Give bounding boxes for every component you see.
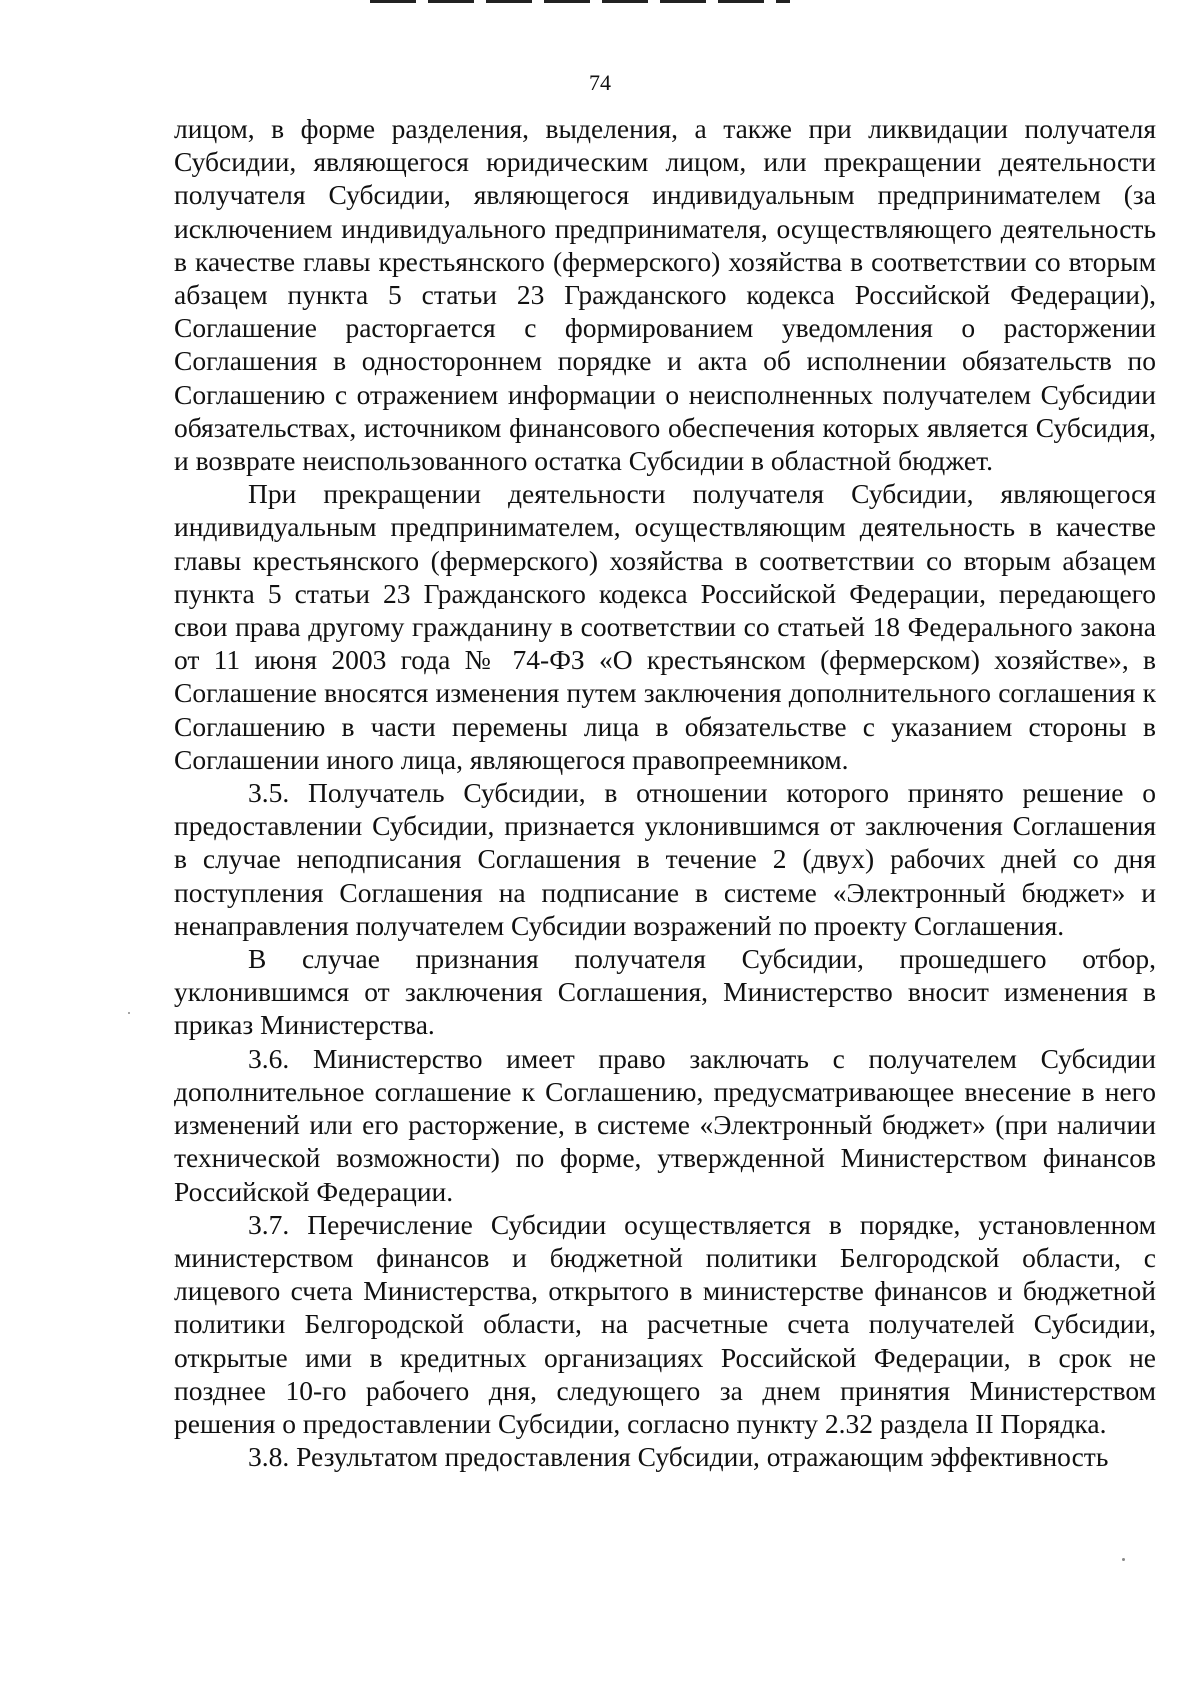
document-body	[174, 112, 1156, 1473]
scan-dot	[128, 1012, 130, 1014]
top-edge-rule	[370, 0, 790, 3]
paragraph-3-6: 3.6. Министерство имеет право заключать с получателем Субсидии дополнительное соглашение к Соглашению, предусматривающее внесение в него изменений или его расторжение, в системе «Электронный бюджет» (при наличии технической возможности) по форме, утвержденной Министерством финансов Российской Федерации.	[174, 1042, 1156, 1207]
paragraph-3-5: 3.5. Получатель Субсидии, в отношении которого принято решение о предоставлении Субсидии, признается уклонившимся от заключения Соглашения в случае неподписания Соглашения в течение 2 (двух) рабочих дней со дня поступления Соглашения на подписание в системе «Электронный бюджет» и ненаправления получателем Субсидии возражений по проекту Соглашения.	[174, 777, 1156, 941]
paragraph-3-7: 3.7. Перечисление Субсидии осуществляется в порядке, установленном министерством финансов и бюджетной политики Белгородской области, с лицевого счета Министерства, открытого в министерстве финансов и бюджетной политики Белгородской области, на расчетные счета получателей Субсидии, открытые ими в кредитных организациях Российской Федерации, в срок не позднее 10-го рабочего дня, следующего за днем принятия Министерством решения о предоставлении Субсидии, согласно пункту 2.32 раздела II Порядка.	[174, 1208, 1156, 1439]
page-number: 74	[589, 70, 611, 95]
paragraph-continuation: лицом, в форме разделения, выделения, а также при ликвидации получателя Субсидии, являющегося юридическим лицом, или прекращении деятельности получателя Субсидии, являющегося индивидуальным предпринимателем (за исключением индивидуального предпринимателя, осуществляющего деятельность в качестве главы крестьянского (фермерского) хозяйства в соответствии со вторым абзацем пункта 5 статьи 23 Гражданского кодекса Российской Федерации), Соглашение расторгается с формированием уведомления о расторжении Соглашения в одностороннем порядке и акта об исполнении обязательств по Соглашению с отражением информации о неисполненных получателем Субсидии обязательствах, источником финансового обеспечения которых является Субсидия, и возврате неиспользованного остатка Субсидии в областной бюджет.	[174, 113, 1156, 477]
paragraph-3-8: 3.8. Результатом предоставления Субсидии, отражающим эффективность	[248, 1441, 1109, 1473]
scan-dot	[1122, 1558, 1125, 1561]
paragraph-3-5-evasion: В случае признания получателя Субсидии, прошедшего отбор, уклонившимся от заключения Соглашения, Министерство вносит изменения в приказ Министерства.	[174, 943, 1156, 1041]
paragraph-termination-farmer: При прекращении деятельности получателя Субсидии, являющегося индивидуальным предпринимателем, осуществляющим деятельность в качестве главы крестьянского (фермерского) хозяйства в соответствии со вторым абзацем пункта 5 статьи 23 Гражданского кодекса Российской Федерации, передающего свои права другому гражданину в соответствии со статьей 18 Федерального закона от 11 июня 2003 года № 74-ФЗ «О крестьянском (фермерском) хозяйстве», в Соглашение вносятся изменения путем заключения дополнительного соглашения к Соглашению в части перемены лица в обязательстве с указанием стороны в Соглашении иного лица, являющегося правопреемником.	[174, 478, 1156, 775]
